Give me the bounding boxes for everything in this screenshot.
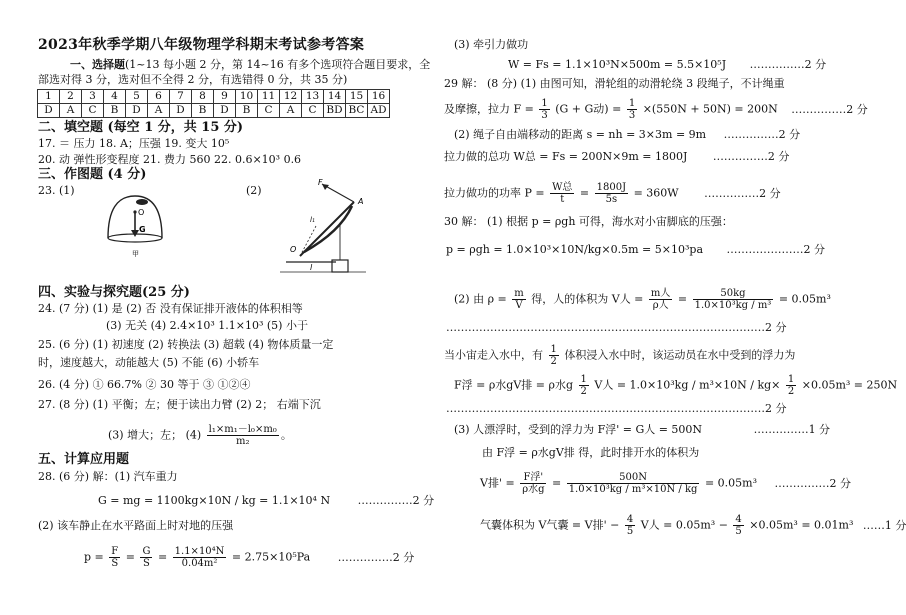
- r-frac-50kg-d: 1.0×10³kg / m³: [694, 300, 772, 311]
- exp-line-7: [108, 424, 292, 447]
- r-line-12-score: ……………………………………………………………………………2 分: [446, 402, 787, 415]
- r-frac-fg-n: F浮': [520, 472, 546, 484]
- answer-number-cell: 14: [324, 90, 346, 104]
- q28-eq-1: =: [125, 550, 135, 564]
- r-float-score: ……………1 分: [753, 423, 831, 436]
- r-total-work-score: ……………2 分: [712, 150, 790, 163]
- q28-frac-gs-d: S: [143, 558, 150, 569]
- r-vex-result: = 0.05m³: [704, 476, 757, 490]
- lever-arm: [300, 202, 354, 256]
- answer-cell: B: [192, 104, 214, 118]
- answer-number-cell: 10: [236, 90, 258, 104]
- r-frac-mv-n: m: [514, 288, 524, 299]
- answer-cell: A: [148, 104, 170, 118]
- r-frac-half-d: 2: [550, 356, 557, 367]
- r-frac-1-3b-d: 3: [628, 110, 636, 121]
- answer-number-cell: 2: [60, 90, 82, 104]
- r-vol-mid: 得，人的体积为 V人 =: [531, 292, 644, 306]
- r-frac-500n-d: 1.0×10³kg / m³×10N / kg: [568, 484, 698, 495]
- r-air-score: ……1 分: [862, 518, 906, 532]
- r-line-7: [444, 182, 781, 205]
- answer-cell: D: [214, 104, 236, 118]
- q28-formula-1: G = mg = 1100kg×10N / kg = 1.1×10⁴ N: [98, 494, 331, 507]
- answer-number-cell: 13: [302, 90, 324, 104]
- answer-number-cell: 1: [38, 90, 60, 104]
- r-distance-score: ……………2 分: [723, 128, 801, 141]
- label-l: l: [310, 263, 313, 272]
- answer-cell: C: [82, 104, 104, 118]
- answer-number-cell: 8: [192, 90, 214, 104]
- r-air-mid: V人 = 0.05m³ −: [640, 518, 728, 532]
- r-line-16: [480, 514, 906, 537]
- q28-frac-gs: [140, 546, 152, 569]
- q28-line-1: 28. (6 分) 解：(1) 汽车重力: [38, 470, 178, 483]
- r-frac-m-rho: [649, 288, 672, 311]
- r-vex-eq: =: [551, 476, 562, 490]
- answer-table: [37, 89, 390, 118]
- r-line-10: [454, 288, 831, 311]
- mc-heading-line: [70, 58, 430, 72]
- q28-score-1: ……………2 分: [357, 494, 435, 507]
- r-frac-45a: [625, 514, 635, 537]
- r-frac-mv: [512, 288, 525, 311]
- exp-line-6: 27. (8 分) (1) 平衡；左；便于读出力臂 (2) 2； 右端下沉: [38, 398, 321, 411]
- answer-cell: BD: [324, 104, 346, 118]
- center-dot: [133, 210, 136, 213]
- q28-frac-gs-n: G: [142, 546, 151, 557]
- r-distance: (2) 绳子自由端移动的距离 s = nh = 3×3m = 9m: [454, 128, 707, 141]
- r-line-6: [444, 150, 789, 164]
- r-vol-result: = 0.05m³: [778, 292, 831, 306]
- r-line-1: (3) 牵引力做功: [454, 38, 529, 51]
- answer-number-cell: 5: [126, 90, 148, 104]
- mc-note-b: 部选对得 3 分，选对但不全得 2 分，有选错得 0 分，共 35 分): [38, 73, 348, 86]
- r-frac-45b-d: 5: [735, 526, 742, 537]
- r-vol-eq: =: [677, 292, 688, 306]
- r-frac-1-3a: [539, 98, 549, 121]
- r-f-end: ×(550N + 50N) = 200N: [642, 102, 778, 116]
- r-f-pre: 及摩擦，拉力 F =: [444, 102, 534, 116]
- label-o: O: [138, 208, 145, 217]
- exp-line-2: (3) 无关 (4) 2.4×10³ 1.1×10³ (5) 小于: [106, 319, 308, 332]
- r-half-pre: 当小宙走入水中，有: [444, 348, 543, 362]
- r-frac-mv-d: V: [515, 300, 523, 311]
- r-frac-half-b-d: 2: [580, 386, 587, 397]
- r-float: (3) 人漂浮时，受到的浮力为 F浮' = G人 = 500N: [454, 423, 703, 436]
- r-frac-45a-n: 4: [626, 514, 634, 525]
- q28-score-2: ……………2 分: [337, 550, 415, 564]
- answer-cell: D: [170, 104, 192, 118]
- r-power-score: ……………2 分: [704, 186, 781, 200]
- r-line-14: 由 F浮 = ρ水gV排 得，此时排开水的体积为: [482, 446, 700, 459]
- r-frac-wt-n: W总: [552, 182, 573, 193]
- r-f-mid: (G + G动) =: [555, 102, 622, 116]
- r-frac-50kg: [693, 288, 774, 311]
- r-frac-m-rho-d: ρ人: [652, 300, 669, 311]
- r-frac-half-b: [579, 374, 589, 397]
- r-frac-500n: [567, 472, 700, 495]
- r-frac-1-3b: [627, 98, 637, 121]
- r-frac-wt-d: t: [560, 194, 565, 205]
- r-frac-45b: [733, 514, 743, 537]
- r-frac-half-b-n: 1: [580, 374, 587, 385]
- exp-line-5: 26. (4 分) ① 66.7% ② 30 等于 ③ ①②④: [38, 378, 251, 391]
- label-l1: l₁: [310, 216, 315, 224]
- q28-line-2: [98, 494, 434, 508]
- r-half-end: 体积浸入水中时，该运动员在水中受到的浮力为: [564, 348, 796, 362]
- r-buoy-pre: F浮 = ρ水gV排 = ρ水g: [454, 378, 574, 392]
- answer-number-cell: 6: [148, 90, 170, 104]
- exp-27-den: m₂: [235, 436, 250, 447]
- r-frac-1800-n: 1800J: [596, 182, 627, 193]
- answer-cell: C: [258, 104, 280, 118]
- r-line-8: 30 解： (1) 根据 p = ρgh 可得，海水对小宙脚底的压强：: [444, 215, 733, 228]
- answer-cell: B: [236, 104, 258, 118]
- answer-cell: D: [126, 104, 148, 118]
- page-title: 2023年秋季学期八年级物理学科期末考试参考答案: [38, 37, 365, 53]
- dome-top-mark: [136, 199, 148, 205]
- fill-heading: 二、填空题 (每空 1 分，共 15 分): [38, 120, 244, 135]
- exp-line-7-text: (3) 增大；左； (4): [108, 428, 202, 442]
- answer-table-answers: [38, 104, 390, 118]
- r-frac-wt: [550, 182, 574, 205]
- q28-line-4: [84, 546, 414, 569]
- figure-dome: [100, 188, 170, 260]
- label-o2: O: [290, 245, 297, 254]
- r-frac-1-3a-n: 1: [541, 98, 548, 109]
- r-frac-fg-d: ρ水g: [522, 484, 545, 495]
- answer-number-cell: 11: [258, 90, 280, 104]
- r-buoy-mid: V人 = 1.0×10³kg / m³×10N / kg×: [594, 378, 781, 392]
- q28-frac-fs-n: F: [111, 546, 119, 557]
- r-line-4: [444, 98, 868, 121]
- fill-line-1: 17. ＝ 压力 18. A；压强 19. 变大 10⁵: [38, 137, 230, 150]
- q28-p-pre: p =: [84, 550, 104, 564]
- exp-line-4: 时，速度越大，动能越大 (5) 不能 (6) 小轿车: [38, 356, 260, 369]
- r-vex-pre: V排' =: [480, 476, 515, 490]
- q28-frac-fs: [109, 546, 120, 569]
- q28-frac-fs-d: S: [111, 558, 119, 569]
- r-frac-half-c: [786, 374, 796, 397]
- answer-number-cell: 9: [214, 90, 236, 104]
- q28-frac-num-d: 0.04m²: [181, 558, 218, 569]
- r-line-12: [454, 374, 897, 397]
- r-work-score: ……………2 分: [749, 58, 827, 71]
- r-frac-45b-n: 4: [735, 514, 742, 525]
- mc-heading: 一、选择题: [70, 58, 125, 71]
- r-power-eq: =: [579, 186, 590, 200]
- answer-cell: AD: [368, 104, 390, 118]
- draw-heading: 三、作图题 (4 分): [38, 167, 147, 182]
- r-frac-1800-d: 5s: [605, 194, 618, 205]
- r-frac-500n-n: 500N: [567, 472, 700, 484]
- r-air-pre: 气囊体积为 V气囊 = V排' −: [480, 518, 620, 532]
- label-g: G: [139, 225, 146, 234]
- r-frac-half-c-d: 2: [787, 386, 795, 397]
- r-frac-45a-d: 5: [626, 526, 634, 537]
- r-frac-half-c-n: 1: [787, 374, 795, 385]
- answer-number-cell: 16: [368, 90, 390, 104]
- r-pressure: p = ρgh = 1.0×10³×10N/kg×0.5m = 5×10³pa: [446, 243, 703, 256]
- exp-line-7-end: 。: [280, 428, 292, 442]
- r-line-10-score: ……………………………………………………………………………2 分: [446, 321, 787, 334]
- answer-number-cell: 15: [346, 90, 368, 104]
- r-line-5: [454, 128, 800, 142]
- r-frac-1-3b-n: 1: [628, 98, 636, 109]
- r-line-11: [444, 344, 795, 367]
- r-total-work: 拉力做的总功 W总 = Fs = 200N×9m = 1800J: [444, 150, 688, 163]
- r-line-3: 29 解： (8 分) (1) 由图可知，滑轮组的动滑轮绕 3 段绳子，不计绳重: [444, 77, 785, 90]
- r-frac-half-n: 1: [550, 344, 557, 355]
- exp-heading: 四、实验与探究题(25 分): [38, 285, 190, 300]
- exp-27-fraction: [207, 424, 279, 447]
- answer-cell: BC: [346, 104, 368, 118]
- answer-cell: B: [104, 104, 126, 118]
- q28-line-3: (2) 该车静止在水平路面上时对地的压强: [38, 519, 234, 532]
- answer-cell: A: [60, 104, 82, 118]
- r-line-2: [508, 58, 826, 72]
- r-air-result: ×0.05m³ = 0.01m³: [749, 518, 854, 532]
- r-frac-fg: [520, 472, 546, 495]
- r-buoy-end: ×0.05m³ = 250N: [801, 378, 898, 392]
- answer-table-numbers: [38, 90, 390, 104]
- exp-line-1: 24. (7 分) (1) 是 (2) 否 没有保证排开液体的体积相等: [38, 302, 303, 315]
- q28-frac-num: [173, 546, 227, 569]
- q28-eq-2: =: [157, 550, 168, 564]
- label-f: F: [318, 178, 323, 187]
- calc-heading: 五、计算应用题: [38, 452, 130, 467]
- r-pressure-score: …………………2 分: [726, 243, 825, 256]
- answer-cell: D: [38, 104, 60, 118]
- r-line-13: [454, 423, 830, 437]
- r-line-15: [480, 472, 851, 495]
- fig1-caption: 甲: [132, 250, 139, 258]
- r-f-score: ……………2 分: [791, 102, 868, 116]
- answer-number-cell: 4: [104, 90, 126, 104]
- mc-note-a: (1~13 每小题 2 分，第 14~16 有多个选项符合题目要求，全: [125, 58, 431, 71]
- exp-27-num: l₁×m₁－l₀×m₀: [208, 424, 277, 435]
- r-frac-half: [549, 344, 559, 367]
- r-line-9: [446, 243, 825, 257]
- r-power-pre: 拉力做功的功率 P =: [444, 186, 545, 200]
- fill-line-2: 20. 动 弹性形变程度 21. 费力 560 22. 0.6×10³ 0.6: [38, 153, 302, 166]
- answer-cell: A: [280, 104, 302, 118]
- exp-line-3: 25. (6 分) (1) 初速度 (2) 转换法 (3) 超载 (4) 物体质量一定: [38, 338, 334, 351]
- figure-lever: [280, 176, 380, 286]
- q28-result: = 2.75×10⁵Pa: [231, 550, 311, 564]
- r-frac-1-3a-d: 3: [541, 110, 548, 121]
- answer-number-cell: 12: [280, 90, 302, 104]
- answer-number-cell: 3: [82, 90, 104, 104]
- r-work-formula: W = Fs = 1.1×10³N×500m = 5.5×10⁵J: [508, 58, 727, 71]
- r-vex-score: ……………2 分: [774, 476, 851, 490]
- r-frac-1800: [595, 182, 628, 205]
- answer-cell: C: [302, 104, 324, 118]
- q23-label: 23. (1): [38, 184, 75, 197]
- q23-label-2: (2): [246, 184, 262, 197]
- q28-frac-num-n: 1.1×10⁴N: [174, 546, 225, 557]
- r-frac-50kg-n: 50kg: [693, 288, 774, 300]
- r-power-result: = 360W: [633, 186, 679, 200]
- r-frac-m-rho-n: m人: [650, 288, 671, 299]
- r-rho-pre: (2) 由 ρ =: [454, 292, 507, 306]
- label-a: A: [358, 197, 364, 206]
- answer-number-cell: 7: [170, 90, 192, 104]
